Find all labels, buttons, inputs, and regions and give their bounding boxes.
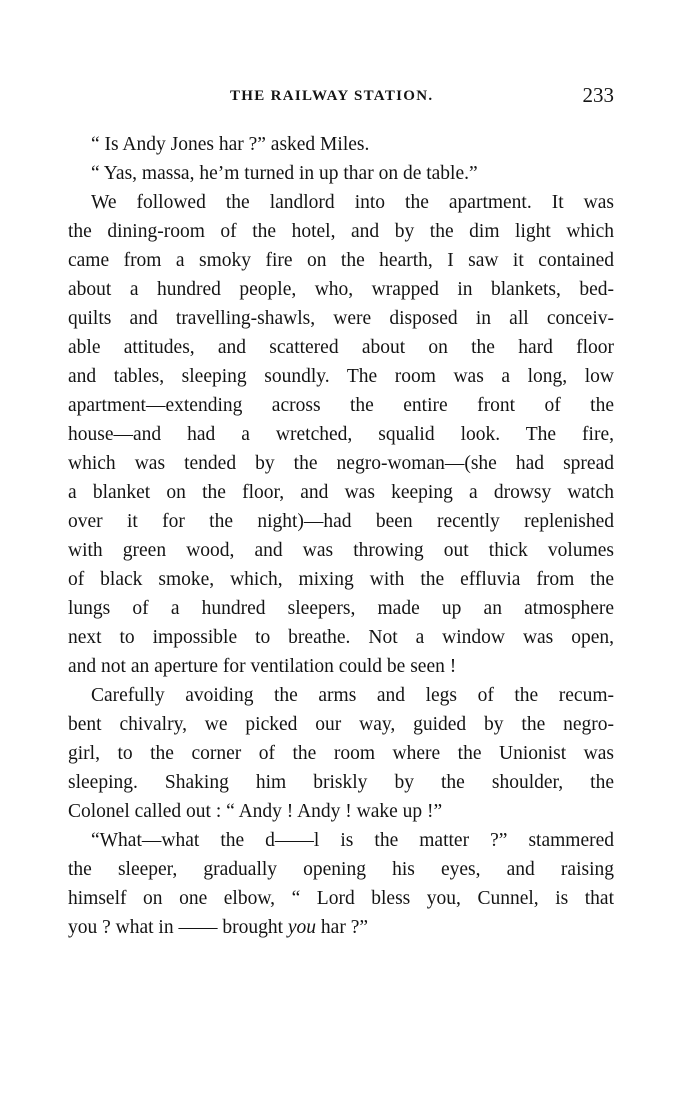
text-line: “ Is Andy Jones har ?” asked Miles. — [91, 134, 370, 155]
emphasized-word: you — [287, 917, 317, 938]
text-line: of black smoke, which, mixing with the effluvia from the — [68, 569, 614, 590]
text-line: bent chivalry, we picked our way, guided by the negro- — [68, 714, 614, 735]
text-line: about a hundred people, who, wrapped in blankets, bed- — [68, 279, 614, 300]
text-line: over it for the night)—had been recently replenished — [68, 511, 614, 532]
text-line: a blanket on the floor, and was keeping a drowsy watch — [68, 482, 614, 503]
text-line: which was tended by the negro-woman—(she had spread — [68, 453, 614, 474]
text-line-final — [68, 913, 614, 942]
text-line: came from a smoky fire on the hearth, I saw it contained — [68, 250, 614, 271]
text-line: and not an aperture for ventilation could be seen ! — [68, 656, 457, 677]
page-number: 233 — [582, 83, 614, 107]
text-line: next to impossible to breathe. Not a window was open, — [68, 627, 614, 648]
text-line: “What—what the d——l is the matter ?” stammered — [91, 830, 614, 851]
text-run: you ? what in —— brought — [68, 917, 288, 938]
running-head: THE RAILWAY STATION. — [230, 88, 434, 104]
text-line: himself on one elbow, “ Lord bless you, Cunnel, is that — [68, 888, 614, 909]
text-line: the sleeper, gradually opening his eyes, and raising — [68, 859, 614, 880]
text-line: “ Yas, massa, he’m turned in up thar on de table.” — [91, 163, 478, 184]
text-line: able attitudes, and scattered about on the hard floor — [68, 337, 614, 358]
text-line: and tables, sleeping soundly. The room was a long, low — [68, 366, 614, 387]
text-line: sleeping. Shaking him briskly by the shoulder, the — [68, 772, 614, 793]
text-line: apartment—extending across the entire front of the — [68, 395, 614, 416]
text-line: Carefully avoiding the arms and legs of the recum- — [91, 685, 614, 706]
text-line: We followed the landlord into the apartment. It was — [91, 192, 614, 213]
text-line: Colonel called out : “ Andy ! Andy ! wake up !” — [68, 801, 443, 822]
text-line: lungs of a hundred sleepers, made up an atmosphere — [68, 598, 614, 619]
text-line: quilts and travelling-shawls, were disposed in all conceiv- — [68, 308, 614, 329]
text-line: girl, to the corner of the room where the Unionist was — [68, 743, 614, 764]
text-line: the dining-room of the hotel, and by the dim light which — [68, 221, 614, 242]
text-line: with green wood, and was throwing out thick volumes — [68, 540, 614, 561]
text-line: house—and had a wretched, squalid look. The fire, — [68, 424, 614, 445]
text-run: har ?” — [316, 917, 369, 938]
